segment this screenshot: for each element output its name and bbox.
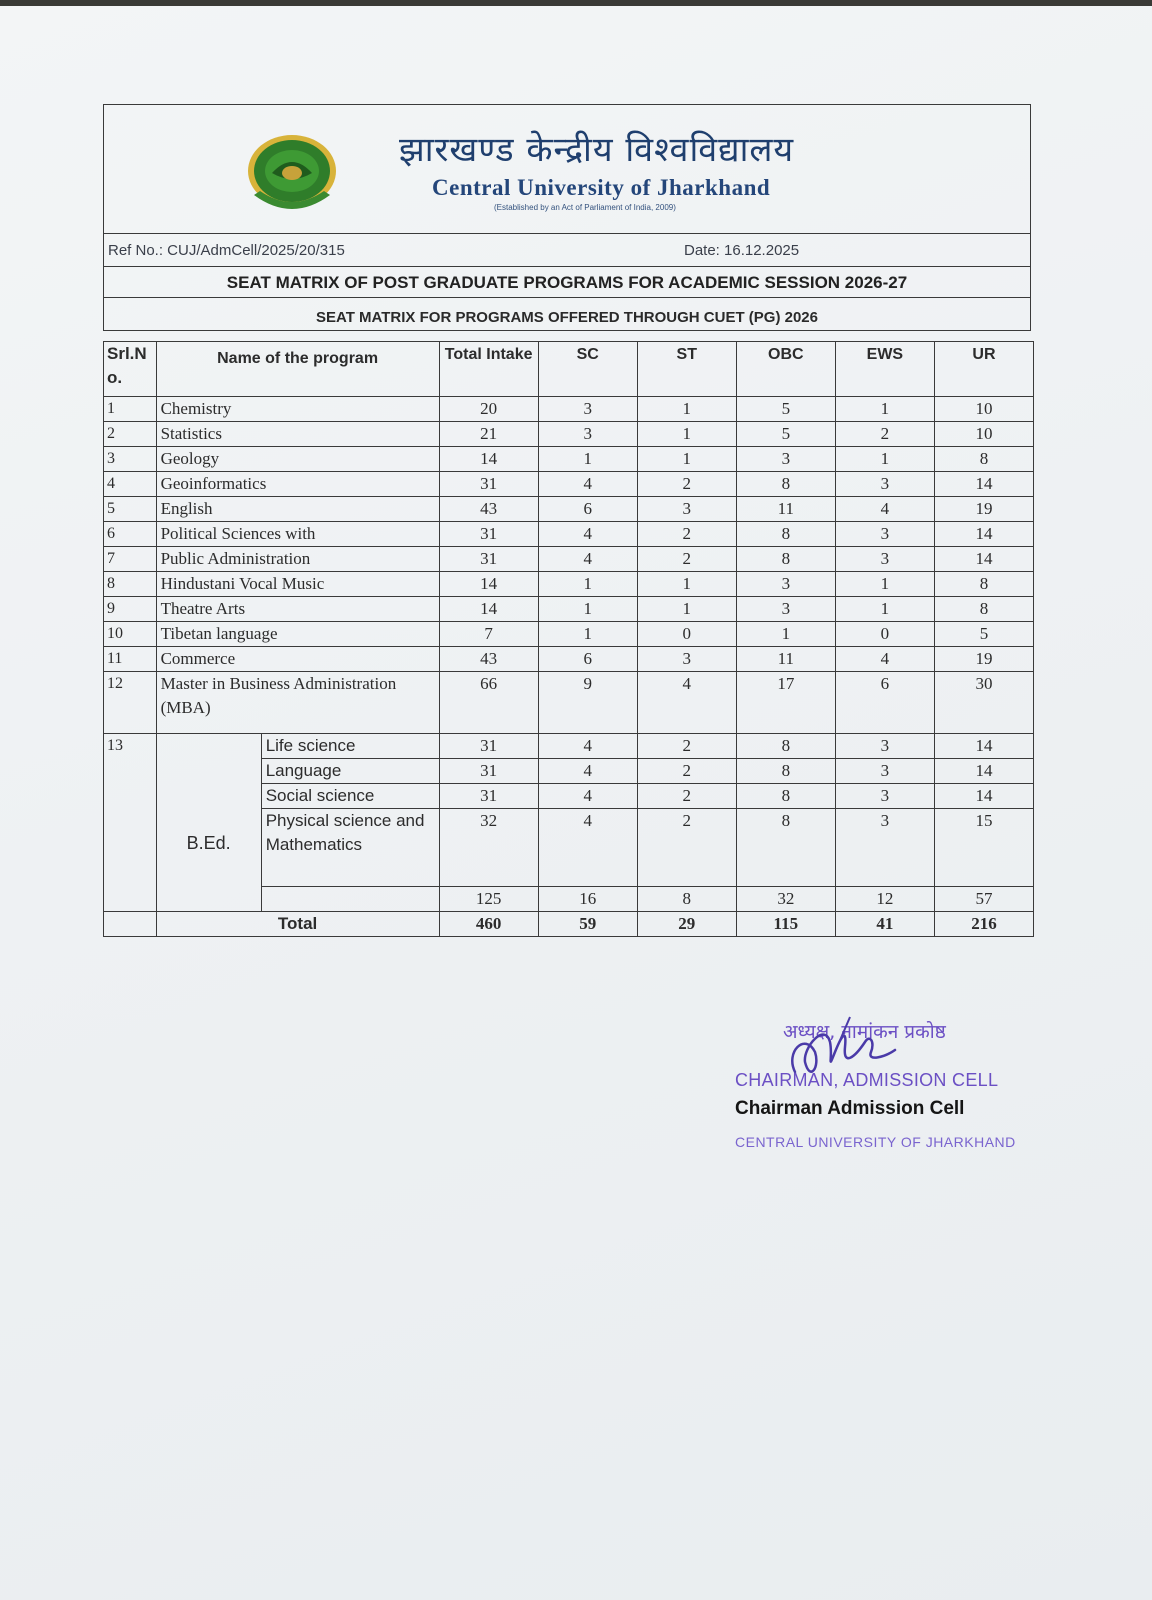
row-total: 31 [439,522,538,547]
row-total: 43 [439,497,538,522]
university-logo-icon [244,133,340,215]
bed-subtotal-obc: 32 [736,887,835,912]
bed-ur: 15 [934,809,1033,887]
row-st: 1 [637,397,736,422]
bed-ews: 3 [835,759,934,784]
bed-subtotal-ews: 12 [835,887,934,912]
row-ews: 1 [835,572,934,597]
row-obc: 8 [736,472,835,497]
row-obc: 5 [736,422,835,447]
row-program-name: Theatre Arts [156,597,439,622]
photo-top-edge [0,0,1152,6]
row-program-name: Hindustani Vocal Music [156,572,439,597]
row-serial: 4 [104,472,157,497]
row-total: 14 [439,572,538,597]
row-program-name: Master in Business Administration (MBA) [156,672,439,734]
row-ur: 14 [934,472,1033,497]
row-serial: 6 [104,522,157,547]
bed-sc: 4 [538,809,637,887]
reference-number: Ref No.: CUJ/AdmCell/2025/20/315 [108,242,345,259]
bed-total: 31 [439,784,538,809]
row-sc: 9 [538,672,637,734]
row-st: 2 [637,547,736,572]
row-ews: 1 [835,447,934,472]
col-header-sc: SC [538,342,637,397]
row-obc: 8 [736,547,835,572]
row-ur: 8 [934,597,1033,622]
bed-obc: 8 [736,734,835,759]
row-obc: 3 [736,447,835,472]
row-sc: 1 [538,447,637,472]
row-ews: 4 [835,497,934,522]
bed-subtotal-st: 8 [637,887,736,912]
row-st: 2 [637,472,736,497]
bed-total: 31 [439,734,538,759]
row-ews: 1 [835,397,934,422]
university-name-english: Central University of Jharkhand [432,175,771,200]
row-ews: 6 [835,672,934,734]
bed-ews: 3 [835,784,934,809]
row-total: 66 [439,672,538,734]
row-serial: 10 [104,622,157,647]
table-row [104,647,1034,672]
row-obc: 17 [736,672,835,734]
table-row [104,422,1034,447]
table-row [104,522,1034,547]
bed-sc: 4 [538,734,637,759]
bed-ews: 3 [835,734,934,759]
bed-subtotal-total: 125 [439,887,538,912]
total-ur: 216 [934,912,1033,937]
stamp-hindi-title: अध्यक्ष, नामांकन प्रकोष्ठ [783,1021,946,1043]
row-program-name: Chemistry [156,397,439,422]
total-label: Total [156,912,439,937]
row-ews: 1 [835,597,934,622]
row-obc: 1 [736,622,835,647]
col-header-obc: OBC [736,342,835,397]
row-st: 1 [637,447,736,472]
total-total: 460 [439,912,538,937]
sub-title: SEAT MATRIX FOR PROGRAMS OFFERED THROUGH CUET (PG) 2026 [316,309,818,326]
total-blank [104,912,157,937]
total-st: 29 [637,912,736,937]
total-ews: 41 [835,912,934,937]
bed-ews: 3 [835,809,934,887]
row-sc: 1 [538,572,637,597]
table-row [104,397,1034,422]
row-program-name: Statistics [156,422,439,447]
row-ur: 10 [934,422,1033,447]
col-header-srl: Srl.N o. [104,342,157,397]
row-sc: 4 [538,547,637,572]
row-sc: 3 [538,397,637,422]
total-sc: 59 [538,912,637,937]
table-row [104,497,1034,522]
row-ews: 2 [835,422,934,447]
bed-program-label: B.Ed. [156,734,261,912]
row-sc: 4 [538,472,637,497]
row-ur: 19 [934,497,1033,522]
row-st: 3 [637,497,736,522]
col-header-program: Name of the program [156,342,439,397]
row-ews: 3 [835,472,934,497]
row-ur: 14 [934,547,1033,572]
bed-total: 31 [439,759,538,784]
row-ur: 8 [934,447,1033,472]
bed-st: 2 [637,784,736,809]
row-ur: 19 [934,647,1033,672]
table-row [104,572,1034,597]
reference-row [104,234,1030,267]
row-serial: 12 [104,672,157,734]
row-serial: 2 [104,422,157,447]
col-header-ur: UR [934,342,1033,397]
grand-total-row [104,912,1034,937]
row-sc: 4 [538,522,637,547]
bed-subtotal-blank [261,887,439,912]
table-row [104,597,1034,622]
bed-subject: Life science [261,734,439,759]
row-program-name: Commerce [156,647,439,672]
row-st: 4 [637,672,736,734]
letterhead [104,105,1030,234]
row-total: 31 [439,472,538,497]
row-serial: 3 [104,447,157,472]
signatory-title: Chairman Admission Cell [735,1098,965,1119]
row-sc: 1 [538,597,637,622]
row-serial: 11 [104,647,157,672]
row-st: 0 [637,622,736,647]
table-row [104,672,1034,734]
col-header-st: ST [637,342,736,397]
row-program-name: Geology [156,447,439,472]
bed-subject: Social science [261,784,439,809]
bed-subject: Physical science and Mathematics [261,809,439,887]
handwritten-signature [775,1012,925,1092]
row-obc: 3 [736,597,835,622]
row-total: 7 [439,622,538,647]
col-header-total: Total Intake [439,342,538,397]
bed-ur: 14 [934,734,1033,759]
table-row [104,472,1034,497]
bed-subtotal-ur: 57 [934,887,1033,912]
row-ur: 5 [934,622,1033,647]
stamp-university: CENTRAL UNIVERSITY OF JHARKHAND [735,1134,1016,1150]
bed-ur: 14 [934,759,1033,784]
stamp-chairman-title: CHAIRMAN, ADMISSION CELL [735,1070,999,1090]
row-st: 1 [637,422,736,447]
seat-matrix-table [103,341,1034,937]
total-obc: 115 [736,912,835,937]
admission-cell-stamp [735,1018,1045,1158]
row-obc: 11 [736,647,835,672]
document-date: Date: 16.12.2025 [684,242,800,259]
row-st: 1 [637,572,736,597]
row-obc: 8 [736,522,835,547]
bed-total: 32 [439,809,538,887]
bed-obc: 8 [736,809,835,887]
row-ur: 10 [934,397,1033,422]
row-ews: 3 [835,522,934,547]
row-total: 43 [439,647,538,672]
bed-sc: 4 [538,759,637,784]
bed-serial: 13 [104,734,157,912]
table-row [104,547,1034,572]
row-program-name: Geoinformatics [156,472,439,497]
row-st: 2 [637,522,736,547]
bed-st: 2 [637,809,736,887]
row-st: 1 [637,597,736,622]
bed-ur: 14 [934,784,1033,809]
row-obc: 5 [736,397,835,422]
row-total: 31 [439,547,538,572]
row-program-name: Political Sciences with [156,522,439,547]
university-name-hindi: झारखण्ड केन्द्रीय विश्वविद्यालय [399,130,795,170]
table-row [104,447,1034,472]
bed-st: 2 [637,734,736,759]
row-sc: 3 [538,422,637,447]
row-sc: 6 [538,647,637,672]
table-header-row [104,342,1034,397]
bed-subtotal-sc: 16 [538,887,637,912]
bed-sc: 4 [538,784,637,809]
row-obc: 3 [736,572,835,597]
row-total: 14 [439,597,538,622]
row-ews: 4 [835,647,934,672]
bed-subject: Language [261,759,439,784]
row-total: 14 [439,447,538,472]
bed-obc: 8 [736,759,835,784]
row-sc: 1 [538,622,637,647]
row-serial: 1 [104,397,157,422]
row-serial: 8 [104,572,157,597]
row-serial: 7 [104,547,157,572]
row-sc: 6 [538,497,637,522]
row-ews: 0 [835,622,934,647]
row-total: 21 [439,422,538,447]
bed-st: 2 [637,759,736,784]
row-total: 20 [439,397,538,422]
row-ur: 14 [934,522,1033,547]
main-title: SEAT MATRIX OF POST GRADUATE PROGRAMS FOR ACADEMIC SESSION 2026-27 [104,267,1030,298]
bed-obc: 8 [736,784,835,809]
row-ur: 30 [934,672,1033,734]
document-frame [103,104,1031,331]
row-serial: 9 [104,597,157,622]
bed-subrow [104,734,1034,759]
row-st: 3 [637,647,736,672]
table-row [104,622,1034,647]
col-header-ews: EWS [835,342,934,397]
row-ur: 8 [934,572,1033,597]
row-serial: 5 [104,497,157,522]
row-program-name: Tibetan language [156,622,439,647]
establishment-note: (Established by an Act of Parliament of India, 2009) [494,203,676,212]
row-obc: 11 [736,497,835,522]
row-program-name: Public Administration [156,547,439,572]
row-ews: 3 [835,547,934,572]
row-program-name: English [156,497,439,522]
